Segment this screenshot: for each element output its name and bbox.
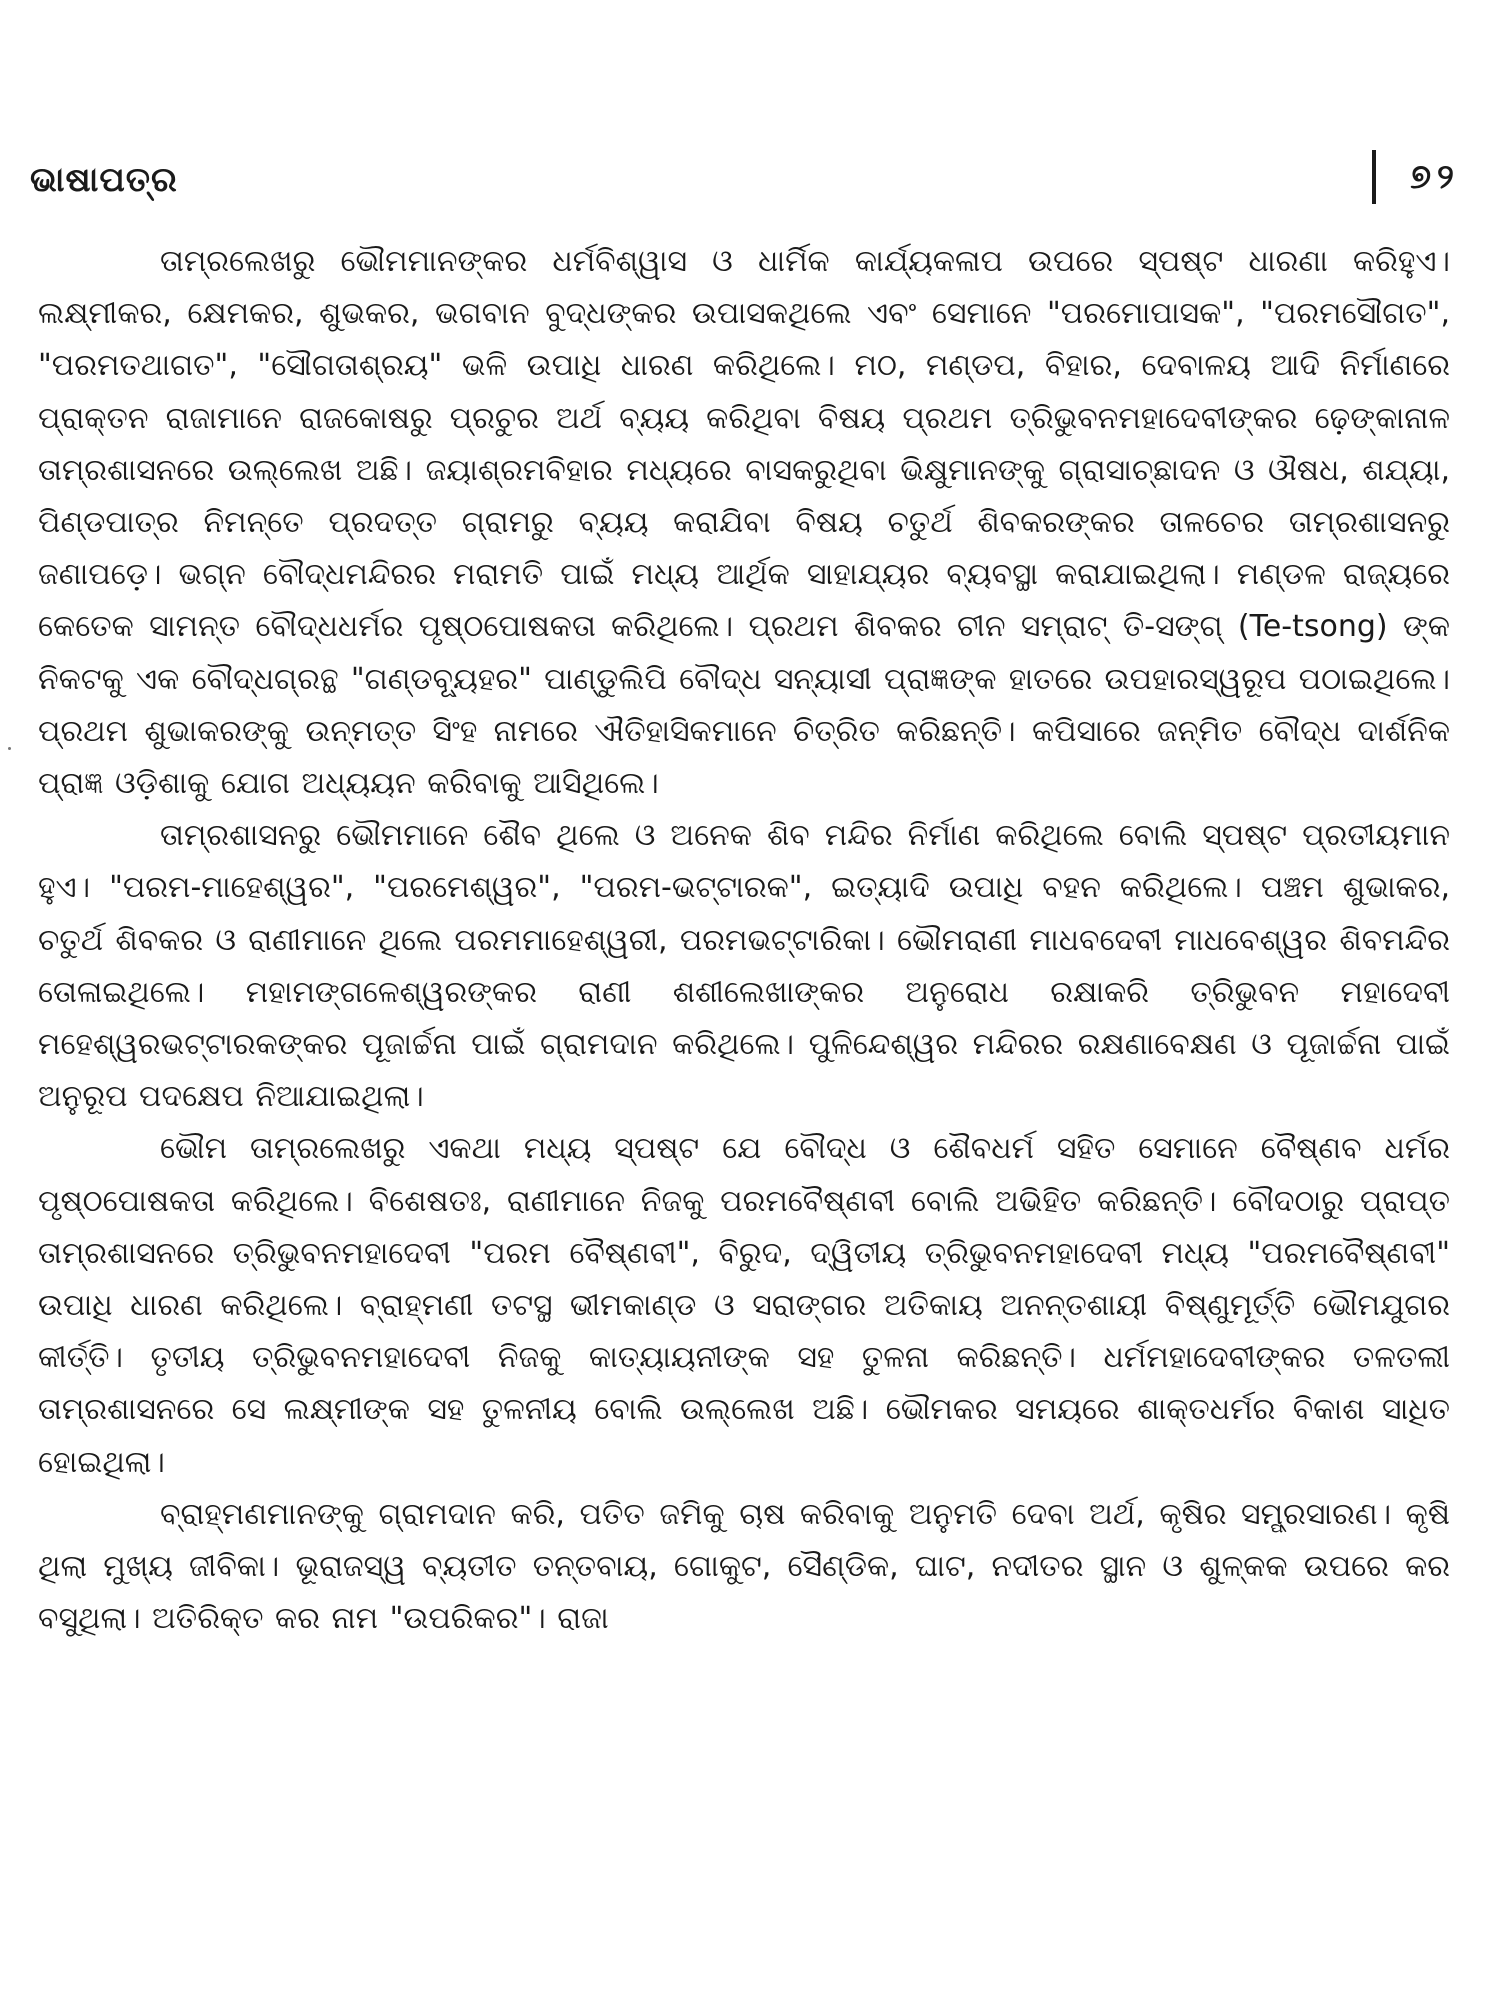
paragraph-economy: ବ୍ରାହ୍ମଣମାନଙ୍କୁ ଗ୍ରାମଦାନ କରି, ପତିତ ଜମିକୁ ଚାଷ କରିବାକୁ ଅନୁମତି ଦେବା ଅର୍ଥ, କୃଷିର ସମ୍ପ୍ରସାରଣ। କୃଷି ଥିଲା ମୁଖ୍ୟ ଜୀବିକା। ଭୂରାଜସ୍ୱ ବ୍ୟତୀତ ତନ୍ତବାୟ, ଗୋକୁଟ, ସୈଣ୍ଡିକ, ଘାଟ, ନଦୀତର ସ୍ଥାନ ଓ ଶୁଳ୍କକ ଉପରେ କର ବସୁଥିଲା। ଅତିରିକ୍ତ କର ନାମ "ଉପରିକର"। ରାଜା <box>38 1496 1450 1637</box>
page-header <box>30 150 1460 210</box>
paragraph-religion-shaivism: ତାମ୍ରଶାସନରୁ ଭୌମମାନେ ଶୈବ ଥିଲେ ଓ ଅନେକ ଶିବ ମନ୍ଦିର ନିର୍ମାଣ କରିଥିଲେ ବୋଲି ସ୍ପଷ୍ଟ ପ୍ରତୀୟମାନ ହୁଏ। "ପରମ-ମାହେଶ୍ୱର", "ପରମେଶ୍ୱର", "ପରମ-ଭଟ୍ଟାରକ", ଇତ୍ୟାଦି ଉପାଧି ବହନ କରିଥିଲେ। ପଞ୍ଚମ ଶୁଭାକର, ଚତୁର୍ଥ ଶିବକର ଓ ରାଣୀମାନେ ଥିଲେ ପରମମାହେଶ୍ୱରୀ, ପରମଭଟ୍ଟାରିକା। ଭୌମରାଣୀ ମାଧବଦେବୀ ମାଧବେଶ୍ୱର ଶିବମନ୍ଦିର ତୋଳାଇଥିଲେ। ମହାମଙ୍ଗଳେଶ୍ୱରଙ୍କର ରାଣୀ ଶଶୀଲେଖାଙ୍କର ଅନୁରୋଧ ରକ୍ଷାକରି ତ୍ରିଭୁବନ ମହାଦେବୀ ମହେଶ୍ୱରଭଟ୍ଟାରକଙ୍କର ପୂଜାର୍ଚ୍ଚନା ପାଇଁ ଗ୍ରାମଦାନ କରିଥିଲେ। ପୁଳିନ୍ଦେଶ୍ୱର ମନ୍ଦିରର ରକ୍ଷଣାବେକ୍ଷଣ ଓ ପୂଜାର୍ଚ୍ଚନା ପାଇଁ ଅନୁରୂପ ପଦକ୍ଷେପ ନିଆଯାଇଥିଲା। <box>38 818 1450 1115</box>
journal-title: ଭାଷାପତ୍ର <box>30 160 178 200</box>
paragraph-religion-buddhism: ତାମ୍ରଲେଖରୁ ଭୌମମାନଙ୍କର ଧର୍ମବିଶ୍ୱାସ ଓ ଧାର୍ମିକ କାର୍ଯ୍ୟକଳାପ ଉପରେ ସ୍ପଷ୍ଟ ଧାରଣା କରିହୁଏ। ଲକ୍ଷ୍ମୀକର, କ୍ଷେମକର, ଶୁଭକର, ଭଗବାନ ବୁଦ୍ଧଙ୍କର ଉପାସକଥିଲେ ଏବଂ ସେମାନେ "ପରମୋପାସକ", "ପରମସୌଗତ", "ପରମତଥାଗତ", "ସୌଗତାଶ୍ରୟ" ଭଳି ଉପାଧି ଧାରଣ କରିଥିଲେ। ମଠ, ମଣ୍ଡପ, ବିହାର, ଦେବାଳୟ ଆଦି ନିର୍ମାଣରେ ପ୍ରାକ୍ତନ ରାଜାମାନେ ରାଜକୋଷରୁ ପ୍ରଚୁର ଅର୍ଥ ବ୍ୟୟ କରିଥିବା ବିଷୟ ପ୍ରଥମ ତ୍ରିଭୁବନମହାଦେବୀଙ୍କର ଢ଼େଙ୍କାନାଳ ତାମ୍ରଶାସନରେ ଉଲ୍ଲେଖ ଅଛି। ଜୟାଶ୍ରମବିହାର ମଧ୍ୟରେ ବାସକରୁଥିବା ଭିକ୍ଷୁମାନଙ୍କୁ ଗ୍ରାସାଚ୍ଛାଦନ ଓ ଔଷଧ, ଶଯ୍ୟା, ପିଣ୍ଡପାତ୍ର ନିମନ୍ତେ ପ୍ରଦତ୍ତ ଗ୍ରାମରୁ ବ୍ୟୟ କରାଯିବା ବିଷୟ ଚତୁର୍ଥ ଶିବକରଙ୍କର ତାଳଚେର ତାମ୍ରଶାସନରୁ ଜଣାପଡ଼େ। ଭଗ୍ନ ବୌଦ୍ଧମନ୍ଦିରର ମରାମତି ପାଇଁ ମଧ୍ୟ ଆର୍ଥିକ ସାହାଯ୍ୟର ବ୍ୟବସ୍ଥା କରାଯାଇଥିଲା। ମଣ୍ଡଳ ରାଜ୍ୟରେ କେତେକ ସାମନ୍ତ ବୌଦ୍ଧଧର୍ମର ପୃଷ୍ଠପୋଷକତା କରିଥିଲେ। ପ୍ରଥମ ଶିବକର ଚୀନ ସମ୍ରାଟ୍ ତି-ସଙ୍ଗ୍ (Te-tsong) ଙ୍କ ନିକଟକୁ ଏକ ବୌଦ୍ଧଗ୍ରନ୍ଥ "ଗଣ୍ଡବ୍ୟୂହର" ପାଣ୍ଡୁଲିପି ବୌଦ୍ଧ ସନ୍ୟାସୀ ପ୍ରାଜ୍ଞଙ୍କ ହାତରେ ଉପହାରସ୍ୱରୂପ ପଠାଇଥିଲେ। ପ୍ରଥମ ଶୁଭାକରଙ୍କୁ ଉନ୍ମତ୍ତ ସିଂହ ନାମରେ ଐତିହାସିକମାନେ ଚିତ୍ରିତ କରିଛନ୍ତି। କପିସାରେ ଜନ୍ମିତ ବୌଦ୍ଧ ଦାର୍ଶନିକ ପ୍ରାଜ୍ଞ ଓଡ଼ିଶାକୁ ଯୋଗ ଅଧ୍ୟୟନ କରିବାକୁ ଆସିଥିଲେ। <box>38 244 1450 802</box>
scan-speck <box>8 747 11 750</box>
page-number: ୭୨ <box>1410 157 1460 197</box>
body-text <box>38 236 1450 1645</box>
paragraph-religion-vaishnavism: ଭୌମ ତାମ୍ରଲେଖରୁ ଏକଥା ମଧ୍ୟ ସ୍ପଷ୍ଟ ଯେ ବୌଦ୍ଧ ଓ ଶୈବଧର୍ମ ସହିତ ସେମାନେ ବୈଷ୍ଣବ ଧର୍ମର ପୃଷ୍ଠପୋଷକତା କରିଥିଲେ। ବିଶେଷତଃ, ରାଣୀମାନେ ନିଜକୁ ପରମବୈଷ୍ଣବୀ ବୋଲି ଅଭିହିତ କରିଛନ୍ତି। ବୌଦଠାରୁ ପ୍ରାପ୍ତ ତାମ୍ରଶାସନରେ ତ୍ରିଭୁବନମହାଦେବୀ "ପରମ ବୈଷ୍ଣବୀ", ବିରୁଦ, ଦ୍ୱିତୀୟ ତ୍ରିଭୁବନମହାଦେବୀ ମଧ୍ୟ "ପରମବୈଷ୍ଣବୀ" ଉପାଧି ଧାରଣ କରିଥିଲେ। ବ୍ରାହ୍ମଣୀ ତଟସ୍ଥ ଭୀମକାଣ୍ଡ ଓ ସରାଙ୍ଗର ଅତିକାୟ ଅନନ୍ତଶାୟୀ ବିଷ୍ଣୁମୂର୍ତ୍ତି ଭୌମଯୁଗର କୀର୍ତ୍ତି। ତୃତୀୟ ତ୍ରିଭୁବନମହାଦେବୀ ନିଜକୁ କାତ୍ୟାୟନୀଙ୍କ ସହ ତୁଳନା କରିଛନ୍ତି। ଧର୍ମମହାଦେବୀଙ୍କର ତଳତଲୀ ତାମ୍ରଶାସନରେ ସେ ଲକ୍ଷ୍ମୀଙ୍କ ସହ ତୁଳନୀୟ ବୋଲି ଉଲ୍ଲେଖ ଅଛି। ଭୌମକର ସମୟରେ ଶାକ୍ତଧର୍ମର ବିକାଶ ସାଧିତ ହୋଇଥିଲା। <box>38 1131 1450 1480</box>
header-divider <box>1372 150 1376 204</box>
header-page-marker <box>1372 150 1460 204</box>
